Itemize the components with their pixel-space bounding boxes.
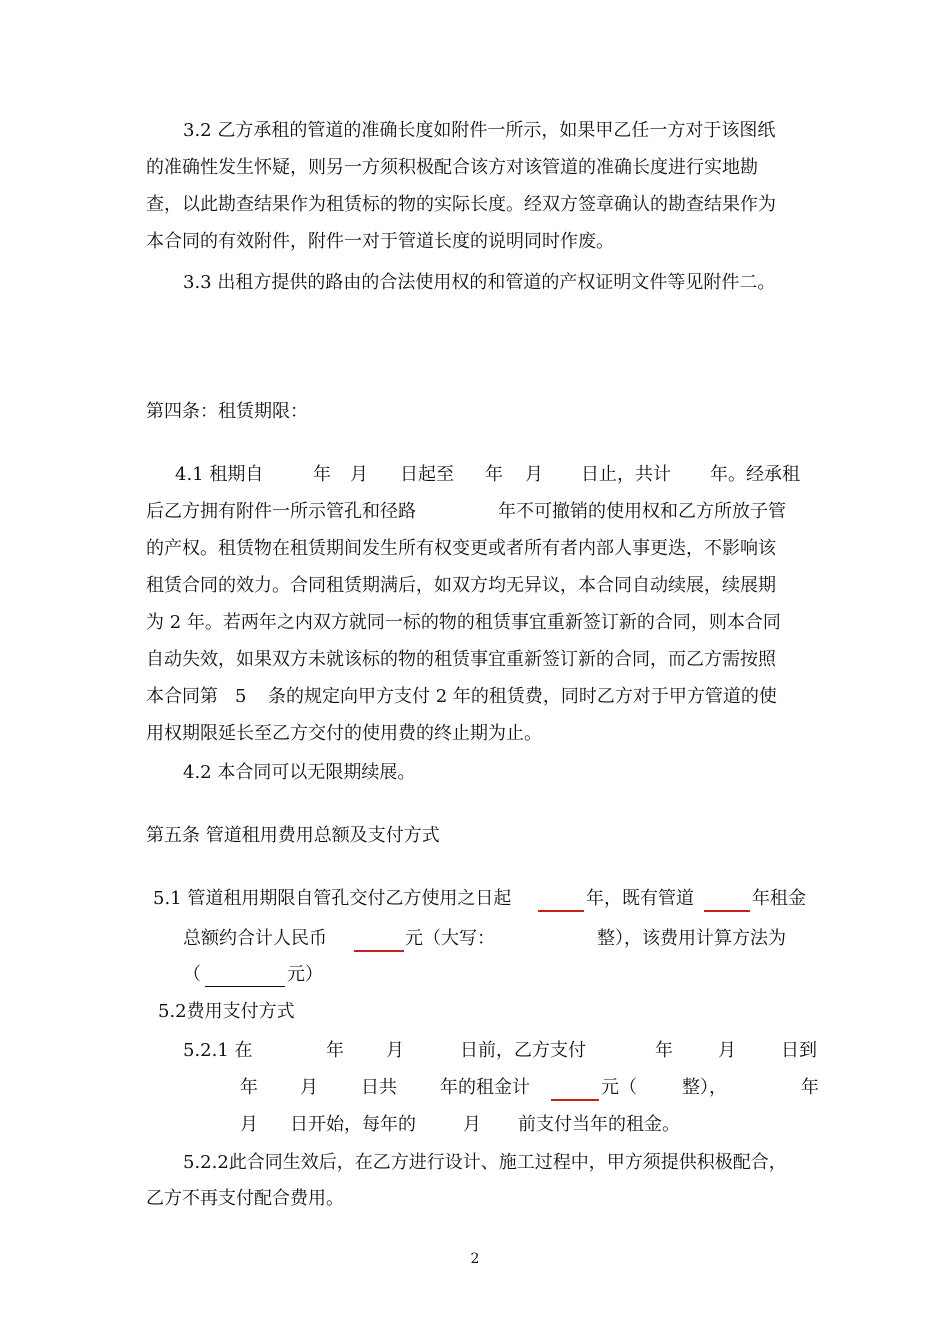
text-segment: 年。经承租 <box>710 464 800 485</box>
text-segment: 月 <box>350 464 368 485</box>
text-segment: 年不可撤销的使用权和乙方所放子管 <box>498 501 786 522</box>
text-segment: 年租金 <box>752 888 806 909</box>
page-number: 2 <box>470 1251 480 1267</box>
para-5-2-2-line-1: 5.2.2此合同生效后，在乙方进行设计、施工过程中，甲方须提供积极配合， <box>183 1152 787 1173</box>
text-segment: 月 <box>386 1040 404 1061</box>
text-segment: 月 <box>300 1077 318 1098</box>
text-segment: 元（大写： <box>405 928 495 949</box>
para-3-3: 3.3 出租方提供的路由的合法使用权的和管道的产权证明文件等见附件二。 <box>183 272 776 293</box>
text-segment: 条的规定向甲方支付 2 年的租赁费，同时乙方对于甲方管道的使 <box>268 686 777 707</box>
para-4-1-line-3: 的产权。租赁物在租赁期间发生所有权变更或者所有者内部人事更迭，不影响该 <box>146 538 776 559</box>
text-segment: 年的租金计 <box>440 1077 530 1098</box>
text-segment: 日止，共计 <box>581 464 671 485</box>
para-4-1-line-4: 租赁合同的效力。合同租赁期满后，如双方均无异议，本合同自动续展，续展期 <box>146 575 776 596</box>
text-segment: 年 <box>485 464 503 485</box>
text-segment: 日开始，每年的 <box>290 1114 416 1135</box>
section-5-heading: 第五条 管道租用费用总额及支付方式 <box>146 825 440 846</box>
text-segment: 5 <box>235 686 247 707</box>
blank-field-rent-years <box>704 910 750 912</box>
text-segment: （ <box>183 964 201 985</box>
blank-field-formula <box>205 986 285 987</box>
text-segment: 年，既有管道 <box>586 888 694 909</box>
para-3-2-line-4: 本合同的有效附件，附件一对于管道长度的说明同时作废。 <box>146 231 614 252</box>
text-segment: 月 <box>463 1114 481 1135</box>
para-4-2: 4.2 本合同可以无限期续展。 <box>183 762 416 783</box>
text-segment: 4.1 租期自 <box>175 464 264 485</box>
para-3-2-line-3: 查，以此勘查结果作为租赁标的物的实际长度。经双方签章确认的勘查结果作为 <box>146 194 776 215</box>
text-segment: 前支付当年的租金。 <box>518 1114 680 1135</box>
text-segment: 年 <box>313 464 331 485</box>
text-segment: 日共 <box>361 1077 397 1098</box>
para-4-1-line-8: 用权期限延长至乙方交付的使用费的终止期为止。 <box>146 723 542 744</box>
para-3-2-line-2: 的准确性发生怀疑，则另一方须积极配合该方对该管道的准确长度进行实地勘 <box>146 157 758 178</box>
para-5-2: 5.2费用支付方式 <box>158 1001 295 1022</box>
text-segment: 整），该费用计算方法为 <box>597 928 786 949</box>
blank-field-rent-amount <box>551 1099 599 1101</box>
blank-field-years <box>538 910 584 912</box>
text-segment: 月 <box>525 464 543 485</box>
para-4-1-line-5: 为 2 年。若两年之内双方就同一标的物的租赁事宜重新签订新的合同，则本合同 <box>146 612 781 633</box>
text-segment: 后乙方拥有附件一所示管孔和径路 <box>146 501 416 522</box>
blank-field-amount <box>354 950 404 952</box>
text-segment: 月 <box>718 1040 736 1061</box>
text-segment: 年 <box>240 1077 258 1098</box>
text-segment: 年 <box>326 1040 344 1061</box>
para-3-2-line-1: 3.2 乙方承租的管道的准确长度如附件一所示，如果甲乙任一方对于该图纸 <box>183 120 776 141</box>
para-5-2-2-line-2: 乙方不再支付配合费用。 <box>146 1188 344 1209</box>
text-segment: 本合同第 <box>146 686 218 707</box>
text-segment: 整）， <box>682 1077 727 1098</box>
text-segment: 总额约合计人民币 <box>183 928 327 949</box>
text-segment: 年 <box>655 1040 673 1061</box>
text-segment: 5.2.1 在 <box>183 1040 253 1061</box>
para-4-1-line-6: 自动失效，如果双方未就该标的物的租赁事宜重新签订新的合同，而乙方需按照 <box>146 649 776 670</box>
text-segment: 元（ <box>601 1077 637 1098</box>
text-segment: 日前，乙方支付 <box>460 1040 586 1061</box>
text-segment: 日到 <box>781 1040 817 1061</box>
text-segment: 5.1 管道租用期限自管孔交付乙方使用之日起 <box>153 888 512 909</box>
section-4-heading: 第四条：租赁期限： <box>146 401 308 422</box>
text-segment: 年 <box>801 1077 819 1098</box>
text-segment: 月 <box>240 1114 258 1135</box>
text-segment: 日起至 <box>400 464 454 485</box>
text-segment: 元） <box>287 964 323 985</box>
